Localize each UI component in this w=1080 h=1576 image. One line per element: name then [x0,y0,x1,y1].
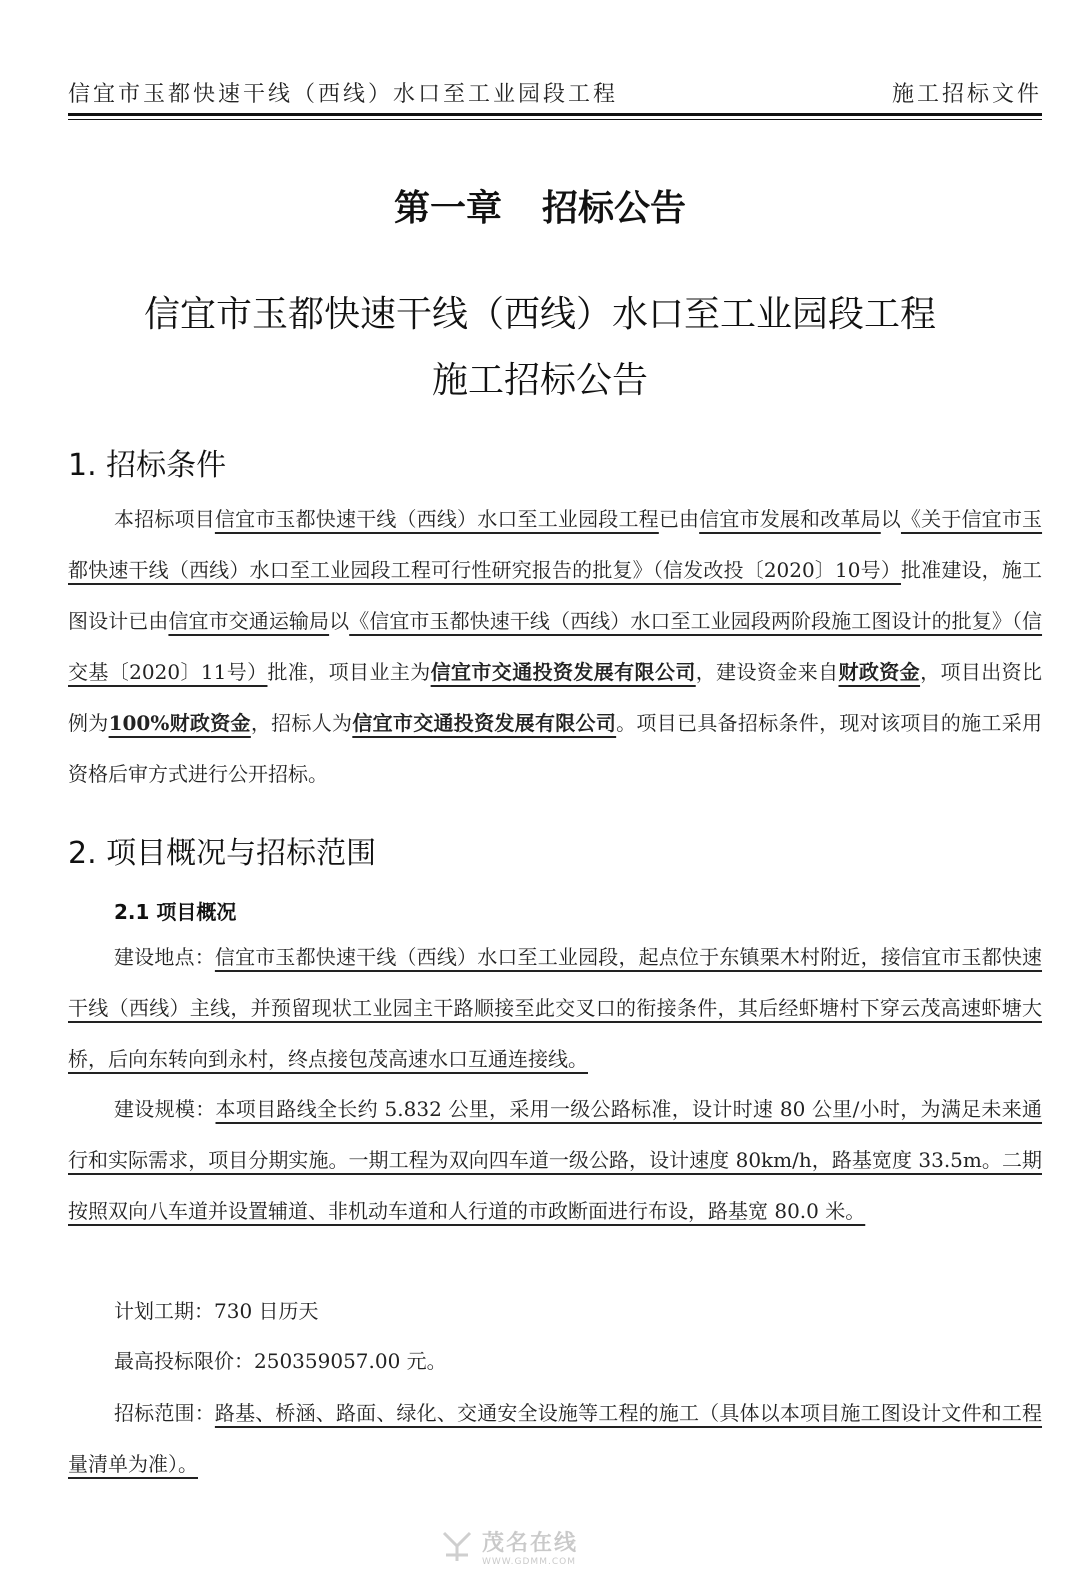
notice-title-line1: 信宜市玉都快速干线（西线）水口至工业园段工程 [143,294,936,335]
location-label: 建设地点： [114,945,215,969]
running-header [68,72,1042,112]
site-watermark [440,1524,660,1568]
scale-text: 本项目路线全长约 5.832 公里，采用一级公路标准，设计时速 80 公里/小时，为满足未来通行和实际需求，项目分期实施。一期工程为双向四车道一级公路，设计速度 80km/h，路基宽度 33.5m。二期按照双向八车道并设置辅道、非机动车道和人行道的市政断面进行布设，路基宽 80.0 米。 [68,1097,1043,1223]
construction-period: 计划工期：730 日历天 [114,1299,319,1323]
chapter-title [0,180,1080,231]
header-project-name: 信宜市玉都快速干线（西线）水口至工业园段工程 [68,81,619,107]
chapter-number: 第一章 [393,188,502,229]
location-text: 信宜市玉都快速干线（西线）水口至工业园段，起点位于东镇栗木村附近，接信宜市玉都快速干线（西线）主线，并预留现状工业园主干路顺接至此交叉口的衔接条件，其后经虾塘村下穿云茂高速虾塘大桥，后向东转向到永村，终点接包茂高速水口互通连接线。 [68,945,1043,1071]
section-1-paragraph: 本招标项目信宜市玉都快速干线（西线）水口至工业园段工程已由信宜市发展和改革局以《关于信宜市玉都快速干线（西线）水口至工业园段工程可行性研究报告的批复》（信发改投〔2020〕10号）批准建设，施工图设计已由信宜市交通运输局以《信宜市玉都快速干线（西线）水口至工业园段两阶段施工图设计的批复》（信交基〔2020〕11号）批准，项目业主为信宜市交通投资发展有限公司，建设资金来自财政资金，项目出资比例为100%财政资金，招标人为信宜市交通投资发展有限公司。项目已具备招标条件，现对该项目的施工采用资格后审方式进行公开招标。 [68,507,1043,786]
chapter-name: 招标公告 [542,188,687,229]
header-rule-thick [68,113,1042,116]
watermark-text: 茂名在线 [482,1530,579,1556]
scope-label: 招标范围： [114,1401,215,1425]
tender-scope-paragraph [68,1388,1042,1490]
scale-paragraph [68,1084,1042,1237]
location-paragraph [68,932,1042,1085]
watermark-url: WWW.GDMM.COM [482,1556,576,1567]
header-rule-thin [68,119,1042,120]
scale-label: 建设规模： [114,1097,216,1121]
max-bid-price: 最高投标限价：250359057.00 元。 [114,1349,447,1373]
section-2-heading: 2. 项目概况与招标范围 [68,836,377,871]
subsection-2-1-heading: 2.1 项目概况 [114,900,237,924]
watermark-logo-icon [440,1529,474,1563]
notice-title-line2: 施工招标公告 [431,360,648,401]
scope-text: 路基、桥涵、路面、绿化、交通安全设施等工程的施工（具体以本项目施工图设计文件和工程量清单为准）。 [68,1401,1043,1476]
section-1-heading: 1. 招标条件 [68,448,227,483]
header-doc-type: 施工招标文件 [891,81,1042,107]
